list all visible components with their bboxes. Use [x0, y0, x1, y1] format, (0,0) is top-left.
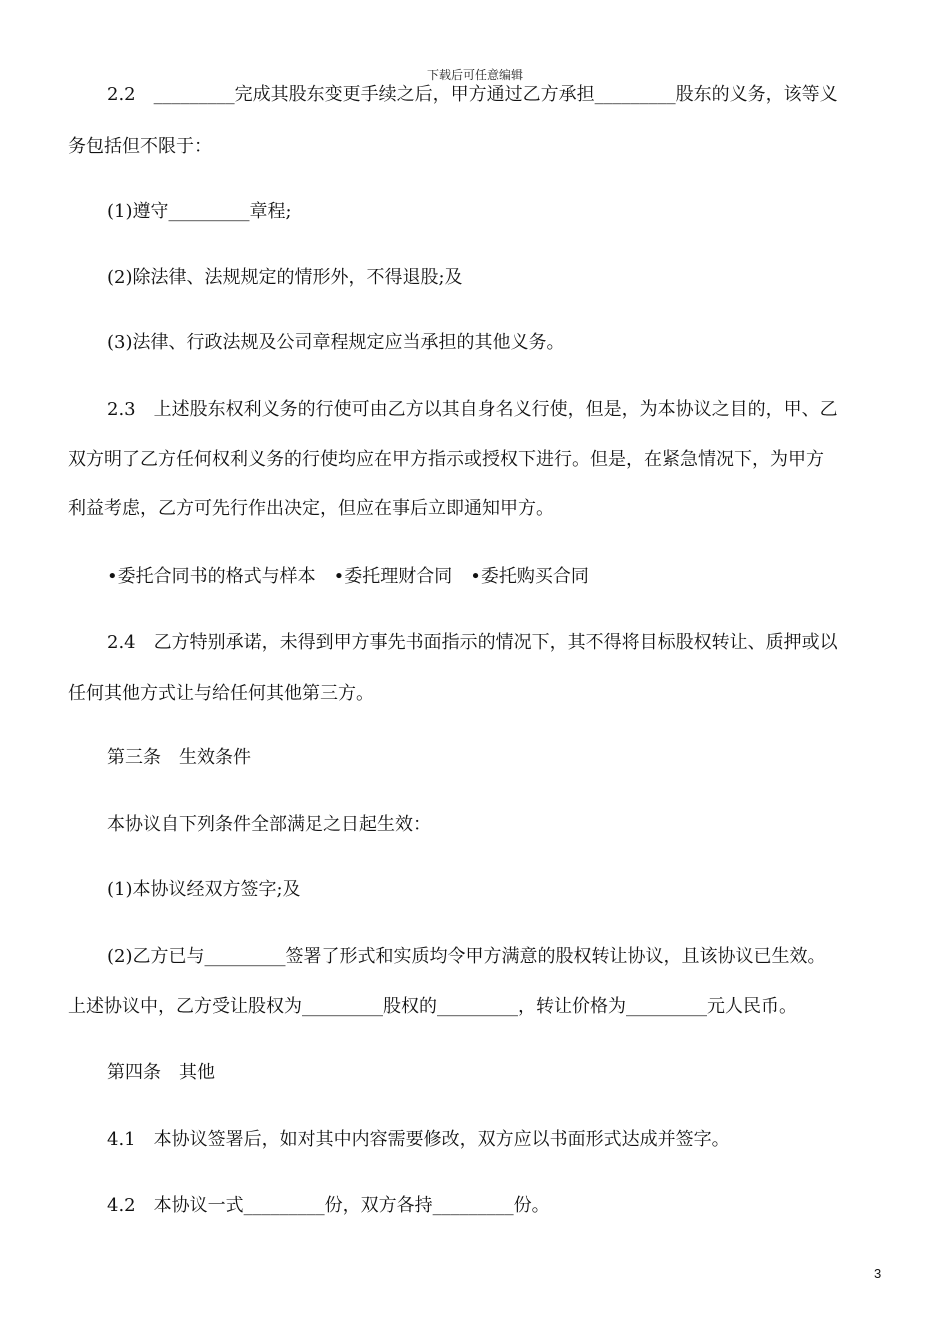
article-3-intro: 本协议自下列条件全部满足之日起生效：: [107, 814, 431, 835]
page-number: 3: [874, 1266, 882, 1281]
clause-2-3-line-2: 双方明了乙方任何权利义务的行使均应在甲方指示或授权下进行。但是，在紧急情况下，为甲方: [68, 449, 824, 470]
related-links[interactable]: •委托合同书的格式与样本 •委托理财合同 •委托购买合同: [107, 566, 589, 587]
clause-4-1: 4.1 本协议签署后，如对其中内容需要修改，双方应以书面形式达成并签字。: [107, 1129, 730, 1150]
clause-2-4-line-1: 2.4 乙方特别承诺，未得到甲方事先书面指示的情况下，其不得将目标股权转让、质押或以: [107, 632, 838, 653]
condition-2-line-2: 上述协议中，乙方受让股权为_________股权的_________，转让价格为_________元人民币。: [68, 996, 797, 1017]
clause-4-2: 4.2 本协议一式_________份，双方各持_________份。: [107, 1195, 550, 1216]
condition-2-line-1: (2)乙方已与_________签署了形式和实质均令甲方满意的股权转让协议，且该协议已生效。: [107, 946, 826, 967]
clause-2-3-line-1: 2.3 上述股东权利义务的行使可由乙方以其自身名义行使，但是，为本协议之目的，甲、乙: [107, 399, 838, 420]
article-4-heading: 第四条 其他: [107, 1062, 215, 1083]
clause-2-2-line-2: 务包括但不限于：: [68, 136, 212, 157]
list-item-3: (3)法律、行政法规及公司章程规定应当承担的其他义务。: [107, 332, 565, 353]
clause-2-2-line-1: 2.2 _________完成其股东变更手续之后，甲方通过乙方承担_________股东的义务，该等义: [107, 84, 838, 105]
condition-1: (1)本协议经双方签字;及: [107, 879, 301, 900]
clause-2-4-line-2: 任何其他方式让与给任何其他第三方。: [68, 683, 374, 704]
list-item-1: (1)遵守_________章程;: [107, 201, 292, 222]
clause-2-3-line-3: 利益考虑，乙方可先行作出决定，但应在事后立即通知甲方。: [68, 498, 554, 519]
article-3-heading: 第三条 生效条件: [107, 747, 251, 768]
list-item-2: (2)除法律、法规规定的情形外，不得退股;及: [107, 267, 463, 288]
page-header: 下载后可任意编辑: [426, 68, 523, 82]
